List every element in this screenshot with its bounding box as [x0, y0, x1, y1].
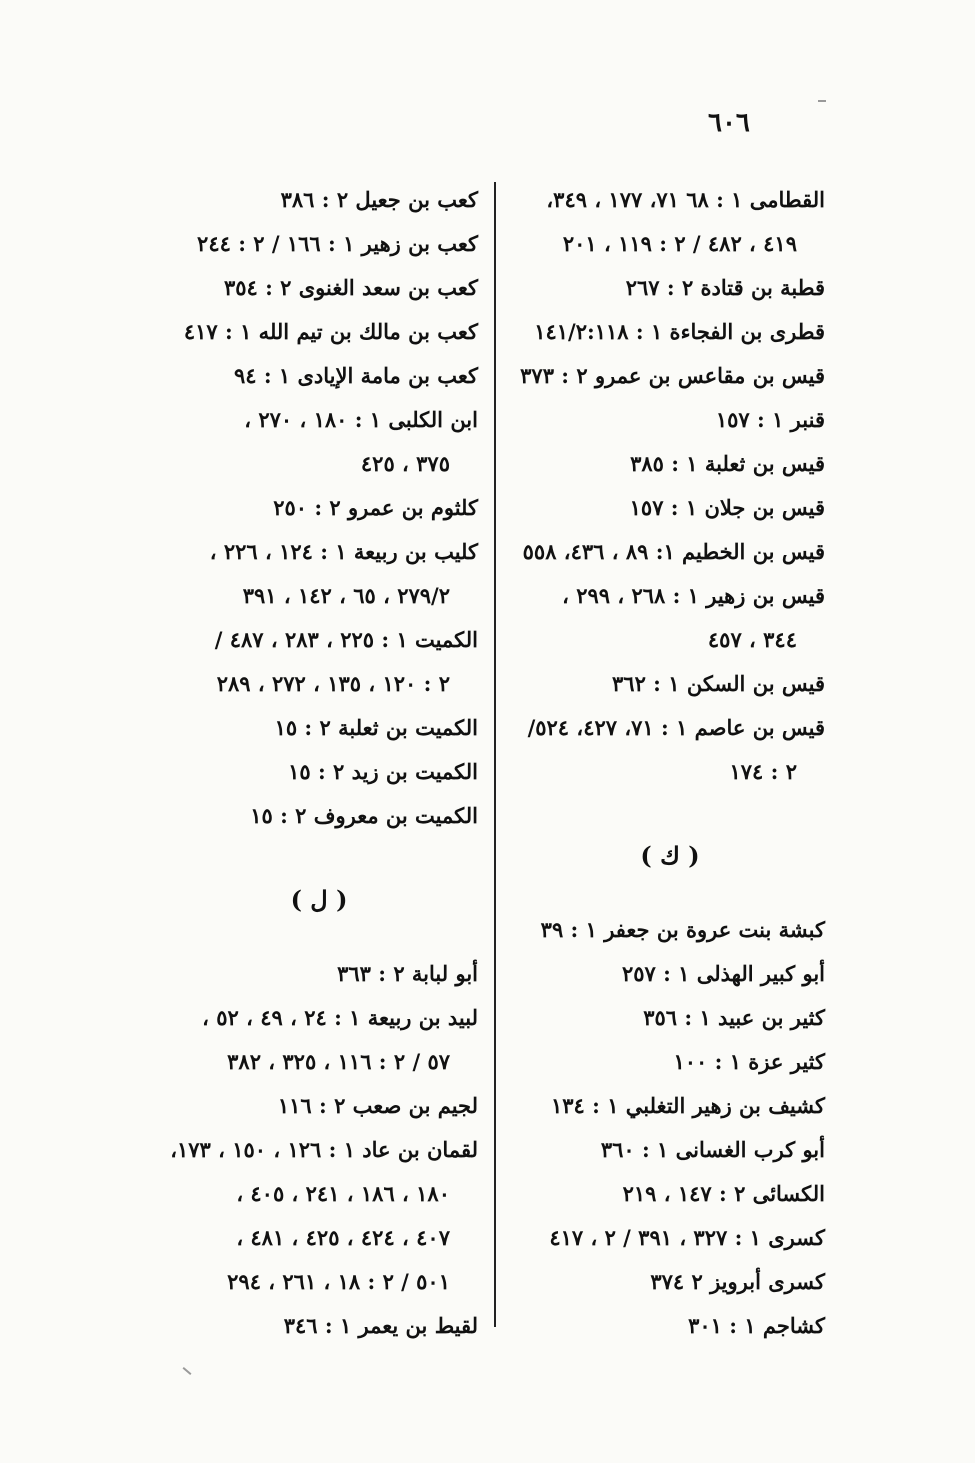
index-entry: كليب بن ربيعة ١ : ١٢٤ ، ٢٢٦ ، — [209, 539, 478, 564]
index-entry: كبشة بنت عروة بن جعفر ١ : ٣٩ — [540, 917, 825, 942]
index-entry: القطامى ١ : ٦٨ ٧١، ١٧٧ ، ٣٤٩، — [546, 187, 825, 212]
index-entry: كعب بن سعد الغنوى ٢ : ٣٥٤ — [223, 275, 478, 300]
index-entry: الكميت ١ : ٢٢٥ ، ٢٨٣ ، ٤٨٧ / — [214, 627, 478, 652]
scan-mark — [818, 100, 826, 102]
index-entry: كسرى ١ : ٣٢٧ ، ٣٩١ / ٢ ، ٤١٧ — [549, 1225, 825, 1250]
index-entry: لقمان بن عاد ١ : ١٢٦ ، ١٥٠ ، ١٧٣، — [170, 1137, 478, 1162]
index-entry: قيس بن مقاعس بن عمرو ٢ : ٣٧٣ — [520, 363, 825, 388]
index-entry: الكميت بن معروف ٢ : ١٥ — [250, 803, 478, 828]
index-entry: كثير بن عبيد ١ : ٣٥٦ — [643, 1005, 825, 1030]
index-entry: الكميت بن ثعلبة ٢ : ١٥ — [274, 715, 478, 740]
section-heading-lam: ( ل ) — [290, 885, 348, 914]
left-entries-before — [160, 178, 478, 838]
index-entry-continuation: ٢ : ١٢٠ ، ١٣٥ ، ٢٧٢ ، ٢٨٩ — [216, 671, 450, 696]
index-entry: قيس بن جلان ١ : ١٥٧ — [629, 495, 825, 520]
index-entry: ابن الكلبى ١ : ١٨٠ ، ٢٧٠ ، — [244, 407, 478, 432]
index-entry: كعب بن جعيل ٢ : ٣٨٦ — [280, 187, 478, 212]
index-entry: كثير عزة ١ : ١٠٠ — [673, 1049, 825, 1074]
index-entry: كلثوم بن عمرو ٢ : ٢٥٠ — [273, 495, 478, 520]
right-entries-before — [515, 178, 825, 794]
index-entry: كشيف بن زهير التغلبي ١ : ١٣٤ — [550, 1093, 825, 1118]
index-entry-continuation: ٤١٩ ، ٤٨٢ / ٢ : ١١٩ ، ٢٠١ — [562, 231, 797, 256]
section-heading-kaf: ( ك ) — [640, 841, 700, 870]
index-entry: الكسائى ٢ : ١٤٧ ، ٢١٩ — [622, 1181, 825, 1206]
index-entry-continuation: ٣٤٤ ، ٤٥٧ — [707, 627, 797, 652]
index-entry: أبو كبير الهذلى ١ : ٢٥٧ — [621, 961, 825, 986]
index-entry-continuation: ٤٠٧ ، ٤٢٤ ، ٤٢٥ ، ٤٨١ ، — [236, 1225, 450, 1250]
index-entry-continuation: ٣٧٥ ، ٤٢٥ — [360, 451, 450, 476]
index-entry: قيس بن ثعلبة ١ : ٣٨٥ — [630, 451, 825, 476]
index-entry-continuation: ١٨٠ ، ١٨٦ ، ٢٤١ ، ٤٠٥ ، — [236, 1181, 450, 1206]
index-entry: لقيط بن يعمر ١ : ٣٤٦ — [283, 1313, 478, 1338]
index-entry: قطبة بن قتادة ٢ : ٢٦٧ — [625, 275, 825, 300]
index-entry: كسرى أبرويز ٢ ٣٧٤ — [650, 1269, 825, 1294]
index-entry: لبيد بن ربيعة ١ : ٢٤ ، ٤٩ ، ٥٢ ، — [202, 1005, 478, 1030]
column-divider — [494, 182, 496, 1327]
index-entry-continuation: ٥٠١ / ٢ : ١٨ ، ٢٦١ ، ٢٩٤ — [227, 1269, 450, 1294]
right-column — [515, 178, 825, 1348]
right-entries-after — [515, 908, 825, 1348]
index-entry: كعب بن زهير ١ : ١٦٦ / ٢ : ٢٤٤ — [197, 231, 478, 256]
index-entry-continuation: ٢٧٩/٢ ، ٦٥ ، ١٤٢ ، ٣٩١ — [242, 583, 450, 608]
index-entry-continuation: ٢ : ١٧٤ — [729, 759, 797, 784]
index-entry: قطرى بن الفجاءة ١ : ١٤١/٢:١١٨ — [534, 319, 825, 344]
index-entry: قيس بن السكن ١ : ٣٦٢ — [612, 671, 825, 696]
index-entry: أبو كرب الغسانى ١ : ٣٦٠ — [600, 1137, 825, 1162]
index-entry: كعب بن مالك بن تيم الله ١ : ٤١٧ — [183, 319, 478, 344]
index-entry: أبو لبابة ٢ : ٣٦٣ — [337, 961, 478, 986]
index-entry: كشاجم ١ : ٣٠١ — [688, 1313, 825, 1338]
index-entry: قنبر ١ : ١٥٧ — [715, 407, 825, 432]
index-entry: قيس بن زهير ١ : ٢٦٨ ، ٢٩٩ ، — [562, 583, 825, 608]
left-entries-after — [160, 952, 478, 1348]
scan-mark — [183, 1367, 192, 1375]
index-entry: كعب بن مامة الإيادى ١ : ٩٤ — [233, 363, 478, 388]
index-entry: قيس بن عاصم ١ : ٧١، ٤٢٧، ٥٢٤/ — [527, 715, 825, 740]
index-entry: الكميت بن زيد ٢ : ١٥ — [288, 759, 478, 784]
index-entry-continuation: ٥٧ / ٢ : ١١٦ ، ٣٢٥ ، ٣٨٢ — [227, 1049, 450, 1074]
index-entry: قيس بن الخطيم ١: ٨٩ ، ٤٣٦، ٥٥٨ — [522, 539, 825, 564]
left-column — [160, 178, 478, 1348]
page-number: ٦٠٦ — [708, 108, 750, 138]
index-entry: لجيم بن صعب ٢ : ١١٦ — [277, 1093, 478, 1118]
